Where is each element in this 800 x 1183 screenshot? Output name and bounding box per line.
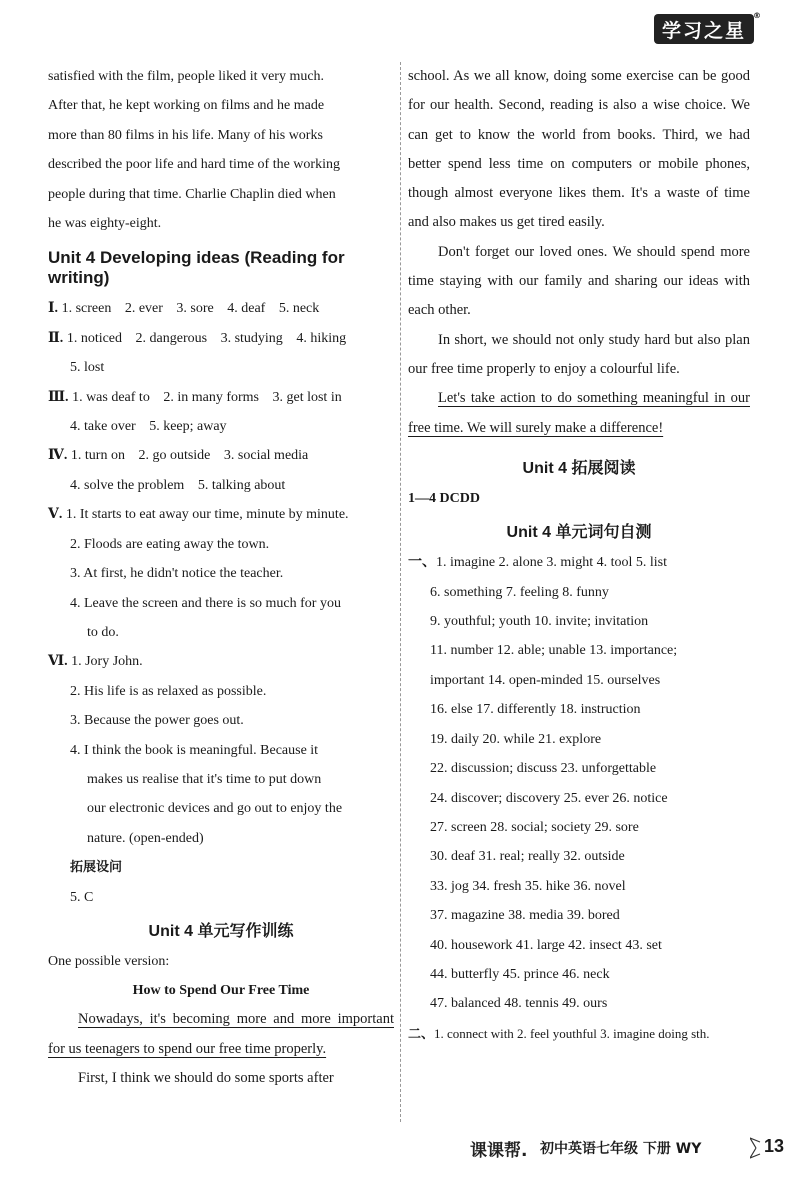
text-line: more than 80 films in his life. Many of his works xyxy=(48,127,323,143)
answer-section-3-cont: 4. take over 5. keep; away xyxy=(70,419,227,435)
vocab-line: 30. deaf 31. real; really 32. outside xyxy=(430,849,625,865)
essay-paragraph: Let's take action to do something meaningful in our free time. We will surely make a difference! xyxy=(408,390,750,436)
answer-section-5: Ⅴ. 1. It starts to eat away our time, minute by minute. xyxy=(48,507,349,523)
answer-line: to do. xyxy=(87,624,119,640)
essay-paragraph: school. As we all know, doing some exercise can be good for our health. Second, reading is also a wise choice. We can get to know the world from books. Third, we had better spend less time on computers or mobile phones, though almost everyone likes them. It's a waste of time and also makes us get tired easily. xyxy=(408,68,750,231)
essay-paragraph: First, I think we should do some sports after xyxy=(78,1069,334,1086)
answer-line: 2. Floods are eating away the town. xyxy=(70,536,270,552)
intro-paragraph xyxy=(48,62,394,238)
left-column xyxy=(48,62,394,1093)
answer-section-4: Ⅳ. 1. turn on 2. go outside 3. social media xyxy=(48,448,309,464)
essay-paragraph: Nowadays, it's becoming more and more important for us teenagers to spend our free time properly. xyxy=(48,1011,394,1057)
vocab-line: 9. youthful; youth 10. invite; invitation xyxy=(430,614,649,630)
answer-section-1: Ⅰ. 1. screen 2. ever 3. sore 4. deaf 5. neck xyxy=(48,301,320,317)
answer-section-6: Ⅵ. 1. Jory John. xyxy=(48,654,143,670)
phrase-line: 二、1. connect with 2. feel youthful 3. imagine doing sth. xyxy=(408,1025,710,1041)
text-line: After that, he kept working on films and he made xyxy=(48,98,325,114)
extension-label: 拓展设问 xyxy=(70,860,123,876)
extension-answer: 5. C xyxy=(70,889,94,905)
text-line: people during that time. Charlie Chaplin died when xyxy=(48,186,336,202)
answer-line: nature. (open-ended) xyxy=(87,830,204,846)
answer-line: 3. At first, he didn't notice the teacher. xyxy=(70,566,284,582)
page-number-badge xyxy=(750,1128,792,1168)
answer-section-3: Ⅲ. 1. was deaf to 2. in many forms 3. get lost in xyxy=(48,389,342,405)
right-column xyxy=(408,62,750,1048)
writing-heading: Unit 4 单元写作训练 xyxy=(148,922,294,940)
vocab-line: 19. daily 20. while 21. explore xyxy=(430,731,602,747)
vocab-line: 11. number 12. able; unable 13. importance; xyxy=(430,643,678,659)
reading-heading: Unit 4 拓展阅读 xyxy=(522,459,636,477)
version-label: One possible version: xyxy=(48,953,170,969)
page-footer xyxy=(470,1132,800,1172)
vocab-line: 33. jog 34. fresh 35. hike 36. novel xyxy=(430,878,626,894)
essay-paragraph: Don't forget our loved ones. We should spend more time staying with our family and sharing our ideas with each other. xyxy=(408,243,750,319)
vocab-line: 47. balanced 48. tennis 49. ours xyxy=(430,996,608,1012)
page-number: 13 xyxy=(764,1136,785,1156)
vocab-line: 16. else 17. differently 18. instruction xyxy=(430,702,641,718)
reading-answer: 1—4 DCDD xyxy=(408,490,480,506)
book-title: 初中英语七年级 下册 WY xyxy=(540,1141,702,1157)
vocab-line: 6. something 7. feeling 8. funny xyxy=(430,584,609,600)
vocab-line: important 14. open-minded 15. ourselves xyxy=(430,672,661,688)
publisher-logo: 学习之星 ® xyxy=(654,14,754,44)
vocab-line: 37. magazine 38. media 39. bored xyxy=(430,908,620,924)
answer-section-2: Ⅱ. 1. noticed 2. dangerous 3. studying 4. hiking xyxy=(48,330,347,346)
vocab-heading: Unit 4 单元词句自测 xyxy=(506,524,652,542)
column-divider xyxy=(400,62,401,1122)
answer-line: makes us realise that it's time to put down xyxy=(87,771,322,787)
essay-title: How to Spend Our Free Time xyxy=(132,983,310,999)
text-line: satisfied with the film, people liked it very much. xyxy=(48,69,325,84)
vocab-line: 24. discover; discovery 25. ever 26. notice xyxy=(430,790,668,806)
answer-line: our electronic devices and go out to enjoy the xyxy=(87,801,343,817)
section-heading: Unit 4 Developing ideas (Reading for writing) xyxy=(48,248,345,288)
brand-logo: 课课帮. xyxy=(470,1141,528,1161)
answer-line: 2. His life is as relaxed as possible. xyxy=(70,683,267,699)
vocab-line: 44. butterfly 45. prince 46. neck xyxy=(430,966,610,982)
answer-line: 3. Because the power goes out. xyxy=(70,713,244,729)
answer-section-2-cont: 5. lost xyxy=(70,360,105,376)
answer-line: 4. I think the book is meaningful. Because it xyxy=(70,742,319,758)
answer-section-4-cont: 4. solve the problem 5. talking about xyxy=(70,477,286,493)
answer-line: 4. Leave the screen and there is so much for you xyxy=(70,595,341,611)
vocab-line: 22. discussion; discuss 23. unforgettable xyxy=(430,761,657,777)
vocab-line: 27. screen 28. social; society 29. sore xyxy=(430,819,639,835)
essay-paragraph: In short, we should not only study hard but also plan our free time properly to enjoy a colourful life. xyxy=(408,331,750,377)
text-line: described the poor life and hard time of the working xyxy=(48,157,340,173)
vocab-line: 一、1. imagine 2. alone 3. might 4. tool 5. list xyxy=(408,555,667,571)
text-line: he was eighty-eight. xyxy=(48,216,162,232)
vocab-line: 40. housework 41. large 42. insect 43. set xyxy=(430,937,662,953)
